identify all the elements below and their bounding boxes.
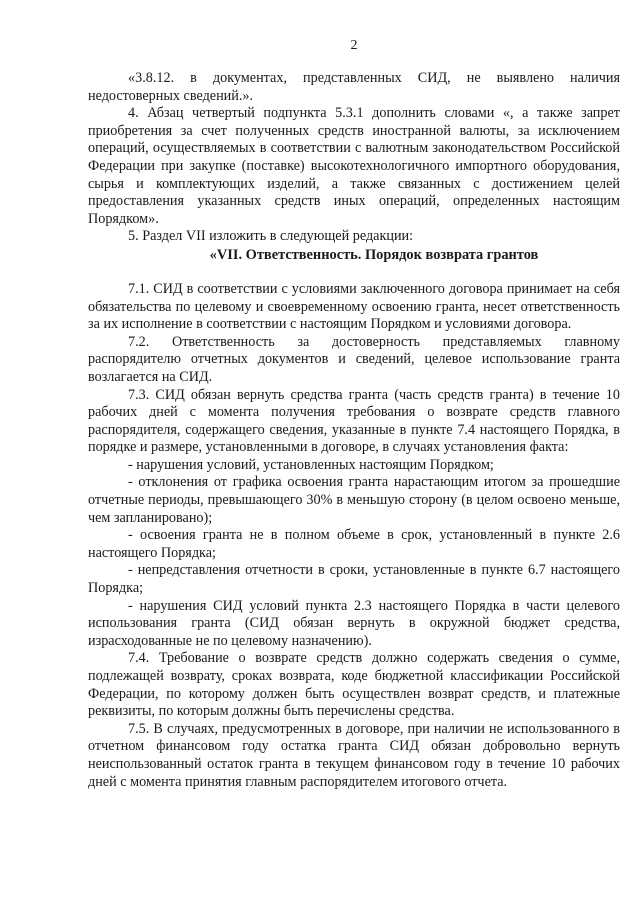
page-number: 2 xyxy=(350,38,358,53)
paragraph-item-5: 5. Раздел VII изложить в следующей редакции: xyxy=(128,228,414,245)
paragraph-7-3: 7.3. СИД обязан вернуть средства гранта (часть средств гранта) в течение 10 рабочих дней с момента получения требования о возврате средств главного распорядителя, содержащего сведения, указанные в пункте 7.4 настоящего Порядка, в порядке и размере, установленными в договоре, в случаях установления факта: xyxy=(88,386,620,456)
list-item-violation: - нарушения условий, установленных настоящим Порядком; xyxy=(128,456,494,473)
paragraph-7-5: 7.5. В случаях, предусмотренных в договоре, при наличии не использованного в отчетном финансовом году остатка гранта СИД обязан добровольно вернуть неиспользованный остаток гранта в текущем финансовом году в течение 10 рабочих дней с момента принятия главным распорядителем итогового отчета. xyxy=(88,720,620,790)
list-item-no-reports: - непредставления отчетности в сроки, установленные в пункте 6.7 настоящего Порядка; xyxy=(88,562,620,597)
paragraph-7-2: 7.2. Ответственность за достоверность представляемых главному распорядителю отчетных документов и сведений, целевое использование гранта возлагается на СИД. xyxy=(88,333,620,385)
paragraph-7-4: 7.4. Требование о возврате средств должно содержать сведения о сумме, подлежащей возврату, сроках возврата, коде бюджетной классификации Российской Федерации, по которому должен быть осуществлен возврат средств, и платежные реквизиты, по которым должны быть перечислены средства. xyxy=(88,650,620,720)
list-item-deviation: - отклонения от графика освоения гранта нарастающим итогом за прошедшие отчетные периоды, превышающего 30% в меньшую сторону (в целом освоено меньше, чем запланировано); xyxy=(88,474,620,526)
section-heading: «VII. Ответственность. Порядок возврата грантов xyxy=(209,246,539,263)
list-item-incomplete: - освоения гранта не в полном объеме в срок, установленный в пункте 2.6 настоящего Порядка; xyxy=(88,527,620,561)
paragraph-item-4: 4. Абзац четвертый подпункта 5.3.1 дополнить словами «, а также запрет приобретения за счет полученных средств иностранной валюты, за исключением операций, осуществляемых в соответствии с валютным законодательством Российской Федерации при закупке (поставке) высокотехнологичного импортного оборудования, сырья и комплектующих изделий, а также связанных с достижением целей предоставления указанных средств иных операций, определенных настоящим Порядком». xyxy=(88,105,620,227)
paragraph-7-1: 7.1. СИД в соответствии с условиями заключенного договора принимает на себя обязательства по целевому и своевременному освоению гранта, несет ответственность за их исполнение в соответствии с настоящим Порядком и условиями договора. xyxy=(88,280,620,333)
list-item-misuse: - нарушения СИД условий пункта 2.3 настоящего Порядка в части целевого использования гранта (СИД обязан вернуть в окружной бюджет средства, израсходованные не по целевому назначению). xyxy=(88,597,620,649)
paragraph-3-8-12: «3.8.12. в документах, представленных СИД, не выявлено наличия недостоверных сведений.». xyxy=(88,70,620,104)
